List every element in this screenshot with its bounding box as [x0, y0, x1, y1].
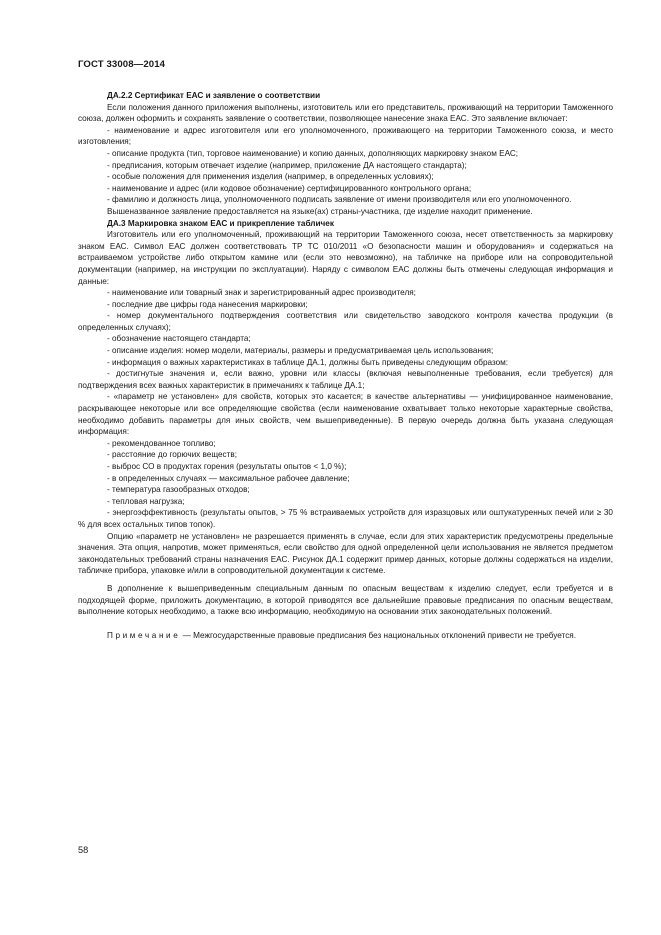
list-item: - наименование или товарный знак и зарегистрированный адрес производителя;: [107, 288, 416, 298]
list-item: - наименование и адрес (или кодовое обозначение) сертифицированного контрольного органа;: [107, 183, 472, 193]
list-item: - «параметр не установлен» для свойств, которых это касается; в качестве альтернативы — унифицированное наименование, раскрывающее некоторые или все определяющие свойства (если наименование охватывает только некоторые характерные свойства, необходимо добавить параметры для иных свойств, чем вышеприведенные). В первую очередь должна быть указана следующая информация:: [78, 392, 613, 437]
paragraph-option-not-set: Опцию «параметр не установлен» не разрешается применять в случае, если для этих характеристик предусмотрены предельные значения. Эта опция, напротив, может применяться, если свойство для одной определенной цели использования не является предметом законодательных требований страны назначения ЕАС. Рисунок ДА.1 содержит пример данных, которые должны содержаться на изделии, табличке прибора, упаковке и/или в сопроводительной документации к системе.: [78, 531, 613, 576]
paragraph-da3-intro: Изготовитель или его уполномоченный, проживающий на территории Таможенного союза, несет ответственность за маркировку знаком ЕАС. Символ ЕАС должен соответствовать ТР ТС 010/2011 «О безопасности машин и оборудования» и содержаться на встраиваемом устройстве либо открытом камине или (если это невозможно), на табличке на приборе или на сопроводительной документации (например, на инструкции по эксплуатации). Наряду с символом ЕАС должны быть отмечены следующая информация и данные:: [78, 230, 613, 286]
list-item: - описание продукта (тип, торговое наименование) и копию данных, дополняющих маркировку знаком ЕАС;: [107, 148, 519, 158]
note-text: — Межгосударственные правовые предписания без национальных отклонений привести не требуется.: [180, 630, 577, 640]
list-item: - информация о важных характеристиках в таблице ДА.1, должны быть приведены следующим образом:: [107, 357, 509, 367]
list-item: - тепловая нагрузка;: [107, 496, 185, 506]
section-heading-da22: ДА.2.2 Сертификат ЕАС и заявление о соответствии: [107, 91, 321, 100]
list-item: - особые положения для применения изделия (например, в определенных условиях);: [107, 172, 434, 182]
paragraph-da22-closing: Вышеназванное заявление предоставляется на языке(ах) страны-участника, где изделие находит применение.: [107, 206, 533, 216]
list-item: - рекомендованное топливо;: [107, 438, 216, 448]
list-item: - предписания, которым отвечает изделие (например, приложение ДА настоящего стандарта);: [107, 160, 467, 170]
list-item: - достигнутые значения и, если важно, уровни или классы (включая невыполненные требования, если требуется) для подтверждения всех важных характеристик в примечаниях к таблице ДА.1;: [78, 369, 613, 390]
list-item: - энергоэффективность (результаты опытов, > 75 % встраиваемых устройств для изразцовых или оштукатуренных печей или ≥ 30 % для всех остальных типов топок).: [78, 508, 613, 529]
list-item: - наименование и адрес изготовителя или его уполномоченного, проживающего на территории Таможенного союза, и место изготовления;: [78, 125, 613, 147]
standard-number-header: ГОСТ 33008—2014: [78, 59, 166, 70]
note-label: Примечание: [107, 630, 181, 640]
list-item: - расстояние до горючих веществ;: [107, 450, 238, 460]
list-item: - обозначение настоящего стандарта;: [107, 334, 251, 344]
list-item: - описание изделия: номер модели, материалы, размеры и предусматриваемая цель использования;: [107, 346, 494, 356]
list-item: - в определенных случаях — максимальное рабочее давление;: [107, 473, 350, 483]
page-number: 58: [78, 845, 89, 855]
section-heading-da3: ДА.3 Маркировка знаком ЕАС и прикрепление табличек: [107, 218, 334, 228]
document-body: [78, 90, 613, 641]
paragraph-da22-intro: Если положения данного приложения выполнены, изготовитель или его представитель, проживающий на территории Таможенного союза, должен оформить и сохранять заявление о соответствии, позволяющее нанесение знака ЕАС. Это заявление включает:: [78, 102, 613, 124]
list-item: - температура газообразных отходов;: [107, 485, 250, 495]
paragraph-hazardous-substances: В дополнение к вышеприведенным специальным данным по опасным веществам к изделию следует, если требуется и в подходящей форме, приложить документацию, в которой приводятся все дальнейшие правовые предписания по опасным веществам, выполнение которых необходимо, а также всю информацию, необходимую на основании этих законодательных положений.: [78, 583, 613, 617]
list-item: - выброс СО в продуктах горения (результаты опытов < 1,0 %);: [107, 462, 347, 471]
list-item: - фамилию и должность лица, уполномоченного подписать заявление от имени производителя или его уполномоченного.: [107, 195, 572, 205]
note-paragraph: [78, 630, 613, 642]
list-item: - номер документального подтверждения соответствия или свидетельство заводского контроля качества продукции (в определенных случаях);: [78, 311, 613, 332]
list-item: - последние две цифры года нанесения маркировки;: [107, 299, 308, 309]
